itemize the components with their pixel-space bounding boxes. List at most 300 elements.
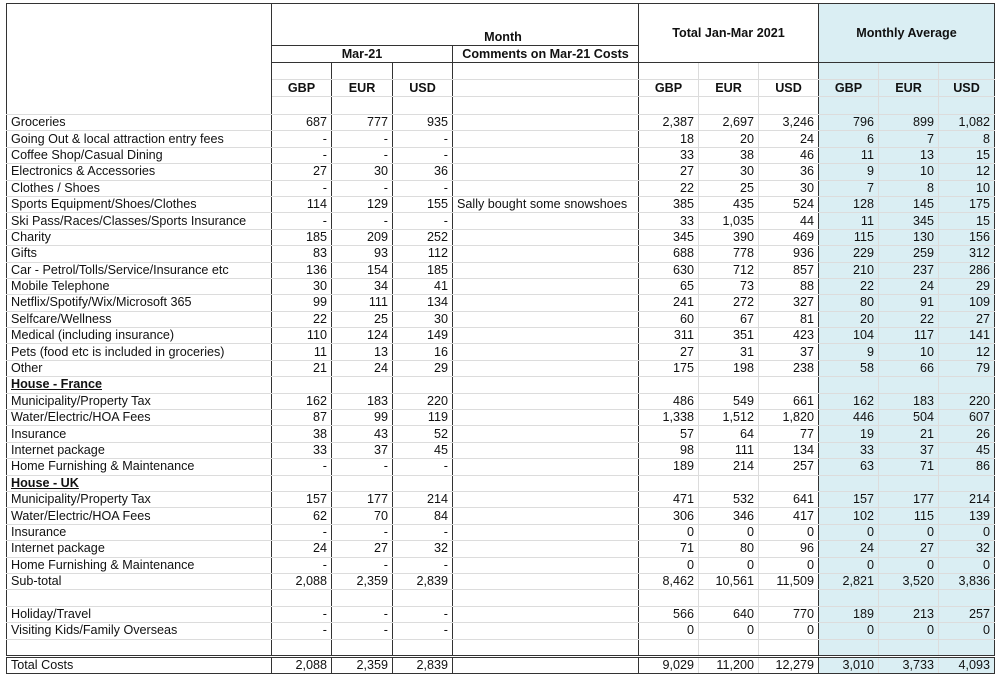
avg-eur-header[interactable]: EUR <box>879 80 939 97</box>
mar-usd-cell[interactable] <box>393 475 453 491</box>
row-label[interactable]: House - France <box>7 377 272 393</box>
avg-eur-cell[interactable]: 899 <box>879 115 939 131</box>
row-label[interactable]: Selfcare/Wellness <box>7 311 272 327</box>
total-eur-cell[interactable]: 198 <box>699 360 759 376</box>
avg-eur-cell[interactable]: 10 <box>879 344 939 360</box>
cell[interactable] <box>639 63 699 80</box>
comment-cell[interactable] <box>453 573 639 589</box>
mar-gbp-cell[interactable] <box>272 639 332 656</box>
avg-gbp-cell[interactable]: 9 <box>819 164 879 180</box>
avg-gbp-cell[interactable]: 19 <box>819 426 879 442</box>
mar-eur-cell[interactable]: 777 <box>332 115 393 131</box>
mar-eur-cell[interactable]: 93 <box>332 246 393 262</box>
comment-cell[interactable] <box>453 442 639 458</box>
avg-gbp-cell[interactable]: 11 <box>819 213 879 229</box>
cell[interactable] <box>453 63 639 80</box>
cell[interactable] <box>453 80 639 97</box>
row-label[interactable]: Car - Petrol/Tolls/Service/Insurance etc <box>7 262 272 278</box>
cell[interactable] <box>759 63 819 80</box>
total-gbp-cell[interactable]: 241 <box>639 295 699 311</box>
mar-usd-cell[interactable]: - <box>393 131 453 147</box>
comment-cell[interactable] <box>453 295 639 311</box>
avg-eur-cell[interactable]: 0 <box>879 524 939 540</box>
total-eur-header[interactable]: EUR <box>699 80 759 97</box>
mar-gbp-cell[interactable]: 30 <box>272 278 332 294</box>
total-eur-cell[interactable]: 80 <box>699 541 759 557</box>
cell[interactable] <box>819 63 879 80</box>
avg-gbp-cell[interactable] <box>819 639 879 656</box>
avg-eur-cell[interactable]: 13 <box>879 147 939 163</box>
total-gbp-cell[interactable]: 0 <box>639 557 699 573</box>
comment-cell[interactable] <box>453 475 639 491</box>
avg-usd-cell[interactable]: 0 <box>939 623 995 639</box>
total-gbp-cell[interactable]: 385 <box>639 196 699 212</box>
avg-eur-cell[interactable]: 71 <box>879 459 939 475</box>
avg-usd-cell[interactable]: 26 <box>939 426 995 442</box>
avg-gbp-cell[interactable]: 22 <box>819 278 879 294</box>
mar-eur-cell[interactable]: - <box>332 213 393 229</box>
row-label[interactable]: Water/Electric/HOA Fees <box>7 410 272 426</box>
mar-gbp-cell[interactable]: 2,088 <box>272 656 332 673</box>
row-label[interactable]: Groceries <box>7 115 272 131</box>
comment-cell[interactable] <box>453 426 639 442</box>
total-eur-cell[interactable]: 272 <box>699 295 759 311</box>
total-gbp-cell[interactable]: 65 <box>639 278 699 294</box>
mar-usd-cell[interactable]: 134 <box>393 295 453 311</box>
mar-usd-cell[interactable]: 45 <box>393 442 453 458</box>
mar-usd-cell[interactable]: 155 <box>393 196 453 212</box>
total-usd-cell[interactable] <box>759 475 819 491</box>
total-gbp-cell[interactable] <box>639 377 699 393</box>
row-label[interactable] <box>7 639 272 656</box>
mar-usd-cell[interactable]: 2,839 <box>393 656 453 673</box>
mar-eur-cell[interactable]: 37 <box>332 442 393 458</box>
avg-gbp-cell[interactable]: 189 <box>819 606 879 622</box>
total-gbp-cell[interactable]: 0 <box>639 623 699 639</box>
avg-gbp-cell[interactable]: 24 <box>819 541 879 557</box>
total-usd-cell[interactable]: 423 <box>759 328 819 344</box>
row-label[interactable]: Water/Electric/HOA Fees <box>7 508 272 524</box>
avg-gbp-cell[interactable]: 0 <box>819 557 879 573</box>
mar-eur-cell[interactable]: 25 <box>332 311 393 327</box>
row-label[interactable]: Ski Pass/Races/Classes/Sports Insurance <box>7 213 272 229</box>
total-eur-cell[interactable] <box>699 639 759 656</box>
total-usd-cell[interactable]: 469 <box>759 229 819 245</box>
avg-eur-cell[interactable]: 117 <box>879 328 939 344</box>
cell[interactable] <box>819 97 879 115</box>
avg-usd-cell[interactable]: 32 <box>939 541 995 557</box>
avg-gbp-cell[interactable]: 115 <box>819 229 879 245</box>
total-usd-cell[interactable]: 96 <box>759 541 819 557</box>
avg-gbp-cell[interactable]: 63 <box>819 459 879 475</box>
mar-eur-cell[interactable] <box>332 475 393 491</box>
total-usd-cell[interactable]: 46 <box>759 147 819 163</box>
total-usd-cell[interactable]: 3,246 <box>759 115 819 131</box>
mar-eur-cell[interactable] <box>332 377 393 393</box>
total-usd-cell[interactable]: 0 <box>759 557 819 573</box>
comment-cell[interactable] <box>453 344 639 360</box>
comment-cell[interactable] <box>453 131 639 147</box>
cell[interactable] <box>699 97 759 115</box>
avg-eur-cell[interactable]: 237 <box>879 262 939 278</box>
total-usd-cell[interactable]: 36 <box>759 164 819 180</box>
mar-gbp-cell[interactable]: - <box>272 131 332 147</box>
mar-gbp-cell[interactable]: 22 <box>272 311 332 327</box>
row-label[interactable]: Sports Equipment/Shoes/Clothes <box>7 196 272 212</box>
row-label[interactable] <box>7 590 272 606</box>
avg-usd-cell[interactable]: 607 <box>939 410 995 426</box>
avg-gbp-cell[interactable]: 162 <box>819 393 879 409</box>
avg-gbp-cell[interactable]: 20 <box>819 311 879 327</box>
total-usd-cell[interactable]: 1,820 <box>759 410 819 426</box>
row-label[interactable]: Other <box>7 360 272 376</box>
avg-eur-cell[interactable] <box>879 377 939 393</box>
comment-cell[interactable] <box>453 328 639 344</box>
comment-cell[interactable] <box>453 311 639 327</box>
month-header[interactable]: Month <box>272 4 639 46</box>
mar-gbp-cell[interactable]: 185 <box>272 229 332 245</box>
cell[interactable] <box>879 63 939 80</box>
row-label[interactable]: Mobile Telephone <box>7 278 272 294</box>
avg-gbp-cell[interactable]: 796 <box>819 115 879 131</box>
avg-eur-cell[interactable]: 259 <box>879 246 939 262</box>
row-label[interactable]: Total Costs <box>7 656 272 673</box>
mar-gbp-cell[interactable]: - <box>272 524 332 540</box>
mar-gbp-cell[interactable]: 162 <box>272 393 332 409</box>
avg-usd-cell[interactable] <box>939 590 995 606</box>
total-gbp-cell[interactable]: 27 <box>639 344 699 360</box>
mar-gbp-cell[interactable]: 157 <box>272 491 332 507</box>
comment-cell[interactable] <box>453 393 639 409</box>
total-eur-cell[interactable]: 10,561 <box>699 573 759 589</box>
cell[interactable] <box>393 97 453 115</box>
avg-usd-cell[interactable]: 15 <box>939 147 995 163</box>
mar-eur-cell[interactable]: 30 <box>332 164 393 180</box>
avg-usd-cell[interactable]: 0 <box>939 524 995 540</box>
total-usd-cell[interactable]: 641 <box>759 491 819 507</box>
mar-eur-cell[interactable]: - <box>332 180 393 196</box>
avg-gbp-cell[interactable]: 2,821 <box>819 573 879 589</box>
comment-cell[interactable] <box>453 459 639 475</box>
mar-eur-cell[interactable]: 34 <box>332 278 393 294</box>
comment-cell[interactable] <box>453 213 639 229</box>
row-label[interactable]: Pets (food etc is included in groceries) <box>7 344 272 360</box>
mar-usd-cell[interactable]: 185 <box>393 262 453 278</box>
row-label[interactable]: Coffee Shop/Casual Dining <box>7 147 272 163</box>
row-label[interactable]: Clothes / Shoes <box>7 180 272 196</box>
avg-gbp-cell[interactable]: 3,010 <box>819 656 879 673</box>
row-label[interactable]: Visiting Kids/Family Overseas <box>7 623 272 639</box>
total-gbp-cell[interactable]: 189 <box>639 459 699 475</box>
comment-cell[interactable] <box>453 377 639 393</box>
avg-eur-cell[interactable]: 66 <box>879 360 939 376</box>
total-usd-cell[interactable]: 77 <box>759 426 819 442</box>
total-eur-cell[interactable]: 0 <box>699 524 759 540</box>
total-gbp-cell[interactable]: 345 <box>639 229 699 245</box>
total-gbp-cell[interactable]: 18 <box>639 131 699 147</box>
total-eur-cell[interactable]: 2,697 <box>699 115 759 131</box>
comment-cell[interactable] <box>453 410 639 426</box>
comment-cell[interactable] <box>453 147 639 163</box>
mar-eur-cell[interactable]: - <box>332 459 393 475</box>
mar-usd-cell[interactable]: 16 <box>393 344 453 360</box>
avg-eur-cell[interactable]: 0 <box>879 557 939 573</box>
total-usd-cell[interactable]: 936 <box>759 246 819 262</box>
mar-gbp-cell[interactable]: - <box>272 606 332 622</box>
total-gbp-cell[interactable]: 33 <box>639 213 699 229</box>
row-label[interactable]: Netflix/Spotify/Wix/Microsoft 365 <box>7 295 272 311</box>
avg-usd-cell[interactable]: 257 <box>939 606 995 622</box>
mar-usd-cell[interactable]: - <box>393 606 453 622</box>
avg-eur-cell[interactable]: 3,733 <box>879 656 939 673</box>
mar-usd-cell[interactable]: 2,839 <box>393 573 453 589</box>
mar-usd-cell[interactable]: - <box>393 623 453 639</box>
mar-gbp-cell[interactable]: 83 <box>272 246 332 262</box>
total-eur-cell[interactable]: 73 <box>699 278 759 294</box>
total-eur-cell[interactable]: 25 <box>699 180 759 196</box>
total-usd-cell[interactable]: 661 <box>759 393 819 409</box>
avg-usd-cell[interactable]: 27 <box>939 311 995 327</box>
total-eur-cell[interactable] <box>699 590 759 606</box>
mar-gbp-cell[interactable]: 38 <box>272 426 332 442</box>
total-gbp-cell[interactable]: 57 <box>639 426 699 442</box>
total-gbp-cell[interactable] <box>639 639 699 656</box>
avg-usd-cell[interactable]: 139 <box>939 508 995 524</box>
avg-usd-cell[interactable] <box>939 639 995 656</box>
avg-usd-cell[interactable]: 79 <box>939 360 995 376</box>
total-header[interactable]: Total Jan-Mar 2021 <box>639 4 819 63</box>
total-eur-cell[interactable]: 346 <box>699 508 759 524</box>
mar-usd-cell[interactable]: 220 <box>393 393 453 409</box>
total-usd-cell[interactable]: 257 <box>759 459 819 475</box>
avg-eur-cell[interactable]: 115 <box>879 508 939 524</box>
avg-eur-cell[interactable] <box>879 475 939 491</box>
mar-eur-header[interactable]: EUR <box>332 80 393 97</box>
mar-gbp-cell[interactable]: 114 <box>272 196 332 212</box>
total-eur-cell[interactable] <box>699 475 759 491</box>
total-eur-cell[interactable]: 111 <box>699 442 759 458</box>
avg-eur-cell[interactable]: 7 <box>879 131 939 147</box>
avg-gbp-cell[interactable]: 0 <box>819 524 879 540</box>
mar-gbp-cell[interactable]: 27 <box>272 164 332 180</box>
mar-gbp-cell[interactable] <box>272 475 332 491</box>
cell[interactable] <box>272 63 332 80</box>
row-label[interactable]: Going Out & local attraction entry fees <box>7 131 272 147</box>
avg-eur-cell[interactable]: 8 <box>879 180 939 196</box>
mar-gbp-cell[interactable]: 33 <box>272 442 332 458</box>
avg-gbp-cell[interactable]: 210 <box>819 262 879 278</box>
mar-gbp-cell[interactable]: 687 <box>272 115 332 131</box>
avg-gbp-cell[interactable]: 102 <box>819 508 879 524</box>
total-gbp-cell[interactable]: 8,462 <box>639 573 699 589</box>
avg-gbp-cell[interactable]: 58 <box>819 360 879 376</box>
comment-cell[interactable] <box>453 524 639 540</box>
mar-usd-cell[interactable]: 84 <box>393 508 453 524</box>
total-usd-cell[interactable] <box>759 590 819 606</box>
total-usd-cell[interactable]: 327 <box>759 295 819 311</box>
mar-gbp-cell[interactable]: - <box>272 557 332 573</box>
mar-eur-cell[interactable]: - <box>332 147 393 163</box>
comment-cell[interactable]: Sally bought some snowshoes <box>453 196 639 212</box>
mar-eur-cell[interactable]: 209 <box>332 229 393 245</box>
mar-gbp-cell[interactable] <box>272 590 332 606</box>
mar-eur-cell[interactable]: 13 <box>332 344 393 360</box>
comment-cell[interactable] <box>453 229 639 245</box>
average-header[interactable]: Monthly Average <box>819 4 995 63</box>
total-eur-cell[interactable]: 31 <box>699 344 759 360</box>
mar-gbp-header[interactable]: GBP <box>272 80 332 97</box>
avg-gbp-header[interactable]: GBP <box>819 80 879 97</box>
avg-usd-cell[interactable]: 15 <box>939 213 995 229</box>
row-label[interactable]: Municipality/Property Tax <box>7 491 272 507</box>
mar21-header[interactable]: Mar-21 <box>272 46 453 63</box>
avg-usd-cell[interactable]: 214 <box>939 491 995 507</box>
mar-usd-cell[interactable]: 149 <box>393 328 453 344</box>
total-gbp-cell[interactable]: 630 <box>639 262 699 278</box>
mar-usd-cell[interactable]: 52 <box>393 426 453 442</box>
total-gbp-cell[interactable]: 98 <box>639 442 699 458</box>
total-eur-cell[interactable]: 1,035 <box>699 213 759 229</box>
total-gbp-cell[interactable]: 22 <box>639 180 699 196</box>
avg-usd-cell[interactable]: 10 <box>939 180 995 196</box>
mar-usd-cell[interactable]: - <box>393 147 453 163</box>
mar-eur-cell[interactable]: 27 <box>332 541 393 557</box>
total-eur-cell[interactable]: 390 <box>699 229 759 245</box>
total-usd-cell[interactable]: 88 <box>759 278 819 294</box>
comment-cell[interactable] <box>453 115 639 131</box>
avg-usd-cell[interactable]: 220 <box>939 393 995 409</box>
avg-gbp-cell[interactable]: 11 <box>819 147 879 163</box>
mar-gbp-cell[interactable]: - <box>272 623 332 639</box>
row-label[interactable]: Holiday/Travel <box>7 606 272 622</box>
total-eur-cell[interactable]: 11,200 <box>699 656 759 673</box>
comment-cell[interactable] <box>453 164 639 180</box>
total-usd-cell[interactable]: 12,279 <box>759 656 819 673</box>
avg-eur-cell[interactable]: 504 <box>879 410 939 426</box>
avg-usd-header[interactable]: USD <box>939 80 995 97</box>
row-label[interactable]: Medical (including insurance) <box>7 328 272 344</box>
avg-eur-cell[interactable]: 27 <box>879 541 939 557</box>
total-gbp-cell[interactable]: 486 <box>639 393 699 409</box>
mar-eur-cell[interactable]: 183 <box>332 393 393 409</box>
row-label[interactable]: Charity <box>7 229 272 245</box>
total-eur-cell[interactable]: 1,512 <box>699 410 759 426</box>
avg-eur-cell[interactable] <box>879 590 939 606</box>
avg-eur-cell[interactable]: 130 <box>879 229 939 245</box>
total-gbp-cell[interactable]: 1,338 <box>639 410 699 426</box>
mar-usd-cell[interactable]: - <box>393 459 453 475</box>
total-gbp-cell[interactable]: 306 <box>639 508 699 524</box>
mar-eur-cell[interactable]: 43 <box>332 426 393 442</box>
comment-cell[interactable] <box>453 278 639 294</box>
total-gbp-cell[interactable]: 2,387 <box>639 115 699 131</box>
row-label[interactable]: House - UK <box>7 475 272 491</box>
mar-eur-cell[interactable]: 177 <box>332 491 393 507</box>
mar-usd-cell[interactable]: 30 <box>393 311 453 327</box>
mar-eur-cell[interactable]: - <box>332 524 393 540</box>
total-eur-cell[interactable]: 64 <box>699 426 759 442</box>
avg-gbp-cell[interactable] <box>819 475 879 491</box>
mar-eur-cell[interactable]: - <box>332 131 393 147</box>
mar-usd-cell[interactable]: 935 <box>393 115 453 131</box>
total-eur-cell[interactable]: 67 <box>699 311 759 327</box>
mar-eur-cell[interactable]: 154 <box>332 262 393 278</box>
total-usd-cell[interactable]: 134 <box>759 442 819 458</box>
avg-eur-cell[interactable]: 345 <box>879 213 939 229</box>
avg-eur-cell[interactable]: 3,520 <box>879 573 939 589</box>
total-gbp-cell[interactable]: 688 <box>639 246 699 262</box>
avg-gbp-cell[interactable] <box>819 590 879 606</box>
comment-cell[interactable] <box>453 262 639 278</box>
total-gbp-cell[interactable]: 566 <box>639 606 699 622</box>
mar-eur-cell[interactable]: 24 <box>332 360 393 376</box>
avg-usd-cell[interactable]: 4,093 <box>939 656 995 673</box>
total-gbp-cell[interactable]: 33 <box>639 147 699 163</box>
total-usd-cell[interactable]: 238 <box>759 360 819 376</box>
total-eur-cell[interactable]: 0 <box>699 557 759 573</box>
mar-usd-cell[interactable]: - <box>393 213 453 229</box>
mar-usd-cell[interactable]: 119 <box>393 410 453 426</box>
cell[interactable] <box>272 97 332 115</box>
total-usd-cell[interactable]: 44 <box>759 213 819 229</box>
avg-gbp-cell[interactable]: 157 <box>819 491 879 507</box>
avg-usd-cell[interactable] <box>939 377 995 393</box>
mar-usd-cell[interactable]: 112 <box>393 246 453 262</box>
total-eur-cell[interactable]: 20 <box>699 131 759 147</box>
mar-gbp-cell[interactable]: 11 <box>272 344 332 360</box>
avg-gbp-cell[interactable]: 128 <box>819 196 879 212</box>
mar-gbp-cell[interactable] <box>272 377 332 393</box>
total-usd-cell[interactable] <box>759 377 819 393</box>
avg-gbp-cell[interactable]: 9 <box>819 344 879 360</box>
avg-eur-cell[interactable]: 177 <box>879 491 939 507</box>
cell[interactable] <box>332 97 393 115</box>
mar-eur-cell[interactable]: 2,359 <box>332 656 393 673</box>
mar-eur-cell[interactable] <box>332 639 393 656</box>
cell[interactable] <box>939 97 995 115</box>
total-gbp-cell[interactable]: 60 <box>639 311 699 327</box>
avg-gbp-cell[interactable]: 7 <box>819 180 879 196</box>
total-gbp-cell[interactable]: 175 <box>639 360 699 376</box>
comment-cell[interactable] <box>453 656 639 673</box>
mar-eur-cell[interactable]: 124 <box>332 328 393 344</box>
comment-cell[interactable] <box>453 180 639 196</box>
total-usd-cell[interactable]: 24 <box>759 131 819 147</box>
mar-usd-cell[interactable]: 214 <box>393 491 453 507</box>
avg-eur-cell[interactable]: 183 <box>879 393 939 409</box>
mar-usd-cell[interactable] <box>393 639 453 656</box>
row-label[interactable]: Insurance <box>7 426 272 442</box>
comment-cell[interactable] <box>453 557 639 573</box>
avg-gbp-cell[interactable]: 6 <box>819 131 879 147</box>
comment-cell[interactable] <box>453 590 639 606</box>
mar-gbp-cell[interactable]: 87 <box>272 410 332 426</box>
mar-eur-cell[interactable]: - <box>332 623 393 639</box>
comment-cell[interactable] <box>453 491 639 507</box>
total-usd-cell[interactable]: 81 <box>759 311 819 327</box>
cell[interactable] <box>879 97 939 115</box>
total-eur-cell[interactable]: 778 <box>699 246 759 262</box>
avg-eur-cell[interactable]: 37 <box>879 442 939 458</box>
avg-usd-cell[interactable]: 45 <box>939 442 995 458</box>
mar-usd-cell[interactable] <box>393 377 453 393</box>
mar-eur-cell[interactable]: 111 <box>332 295 393 311</box>
avg-eur-cell[interactable]: 10 <box>879 164 939 180</box>
avg-eur-cell[interactable]: 145 <box>879 196 939 212</box>
row-label[interactable]: Internet package <box>7 442 272 458</box>
total-eur-cell[interactable]: 435 <box>699 196 759 212</box>
avg-usd-cell[interactable]: 175 <box>939 196 995 212</box>
